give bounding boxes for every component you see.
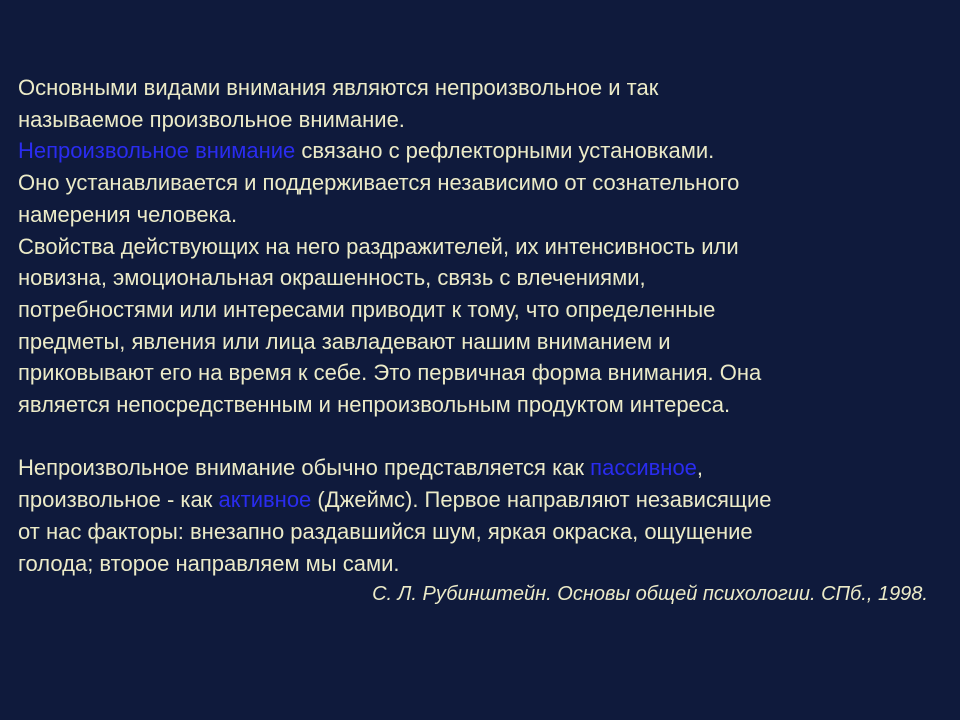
text-span: (Джеймс). Первое направляют независящие <box>311 487 772 513</box>
text-line: потребностями или интересами приводит к тому, что определенные <box>18 296 716 322</box>
highlight-term: пассивное <box>590 455 697 481</box>
text-line: Свойства действующих на него раздражителей, их интенсивность или <box>18 233 739 259</box>
text-line: является непосредственным и непроизвольным продуктом интереса. <box>18 392 731 418</box>
text-line: новизна, эмоциональная окрашенность, связь с влечениями, <box>18 265 646 291</box>
text-line: намерения человека. <box>18 201 238 227</box>
highlight-term: активное <box>218 487 312 513</box>
text-span: Непроизвольное внимание обычно представляется как <box>18 455 591 481</box>
text-line <box>18 484 948 516</box>
text-line: предметы, явления или лица завладевают нашим вниманием и <box>18 328 671 354</box>
text-line: от нас факторы: внезапно раздавшийся шум, яркая окраска, ощущение <box>18 518 753 544</box>
text-line: голода; второе направляем мы сами. <box>18 550 400 576</box>
text-line <box>18 452 948 484</box>
slide-text <box>18 72 948 611</box>
highlight-term: Непроизвольное внимание <box>18 138 296 164</box>
text-line <box>18 135 948 167</box>
text-line: приковывают его на время к себе. Это первичная форма внимания. Она <box>18 360 762 386</box>
spacer <box>18 421 948 453</box>
text-span: произвольное - как <box>18 487 219 513</box>
text-span: связано с рефлекторными установками. <box>295 138 715 164</box>
citation: С. Л. Рубинштейн. Основы общей психологии. СПб., 1998. <box>372 583 928 606</box>
text-line: Оно устанавливается и поддерживается независимо от сознательного <box>18 170 740 196</box>
text-line: Основными видами внимания являются непроизвольное и так <box>18 75 659 100</box>
text-line: называемое произвольное внимание. <box>18 106 405 132</box>
text-span: , <box>696 455 704 481</box>
